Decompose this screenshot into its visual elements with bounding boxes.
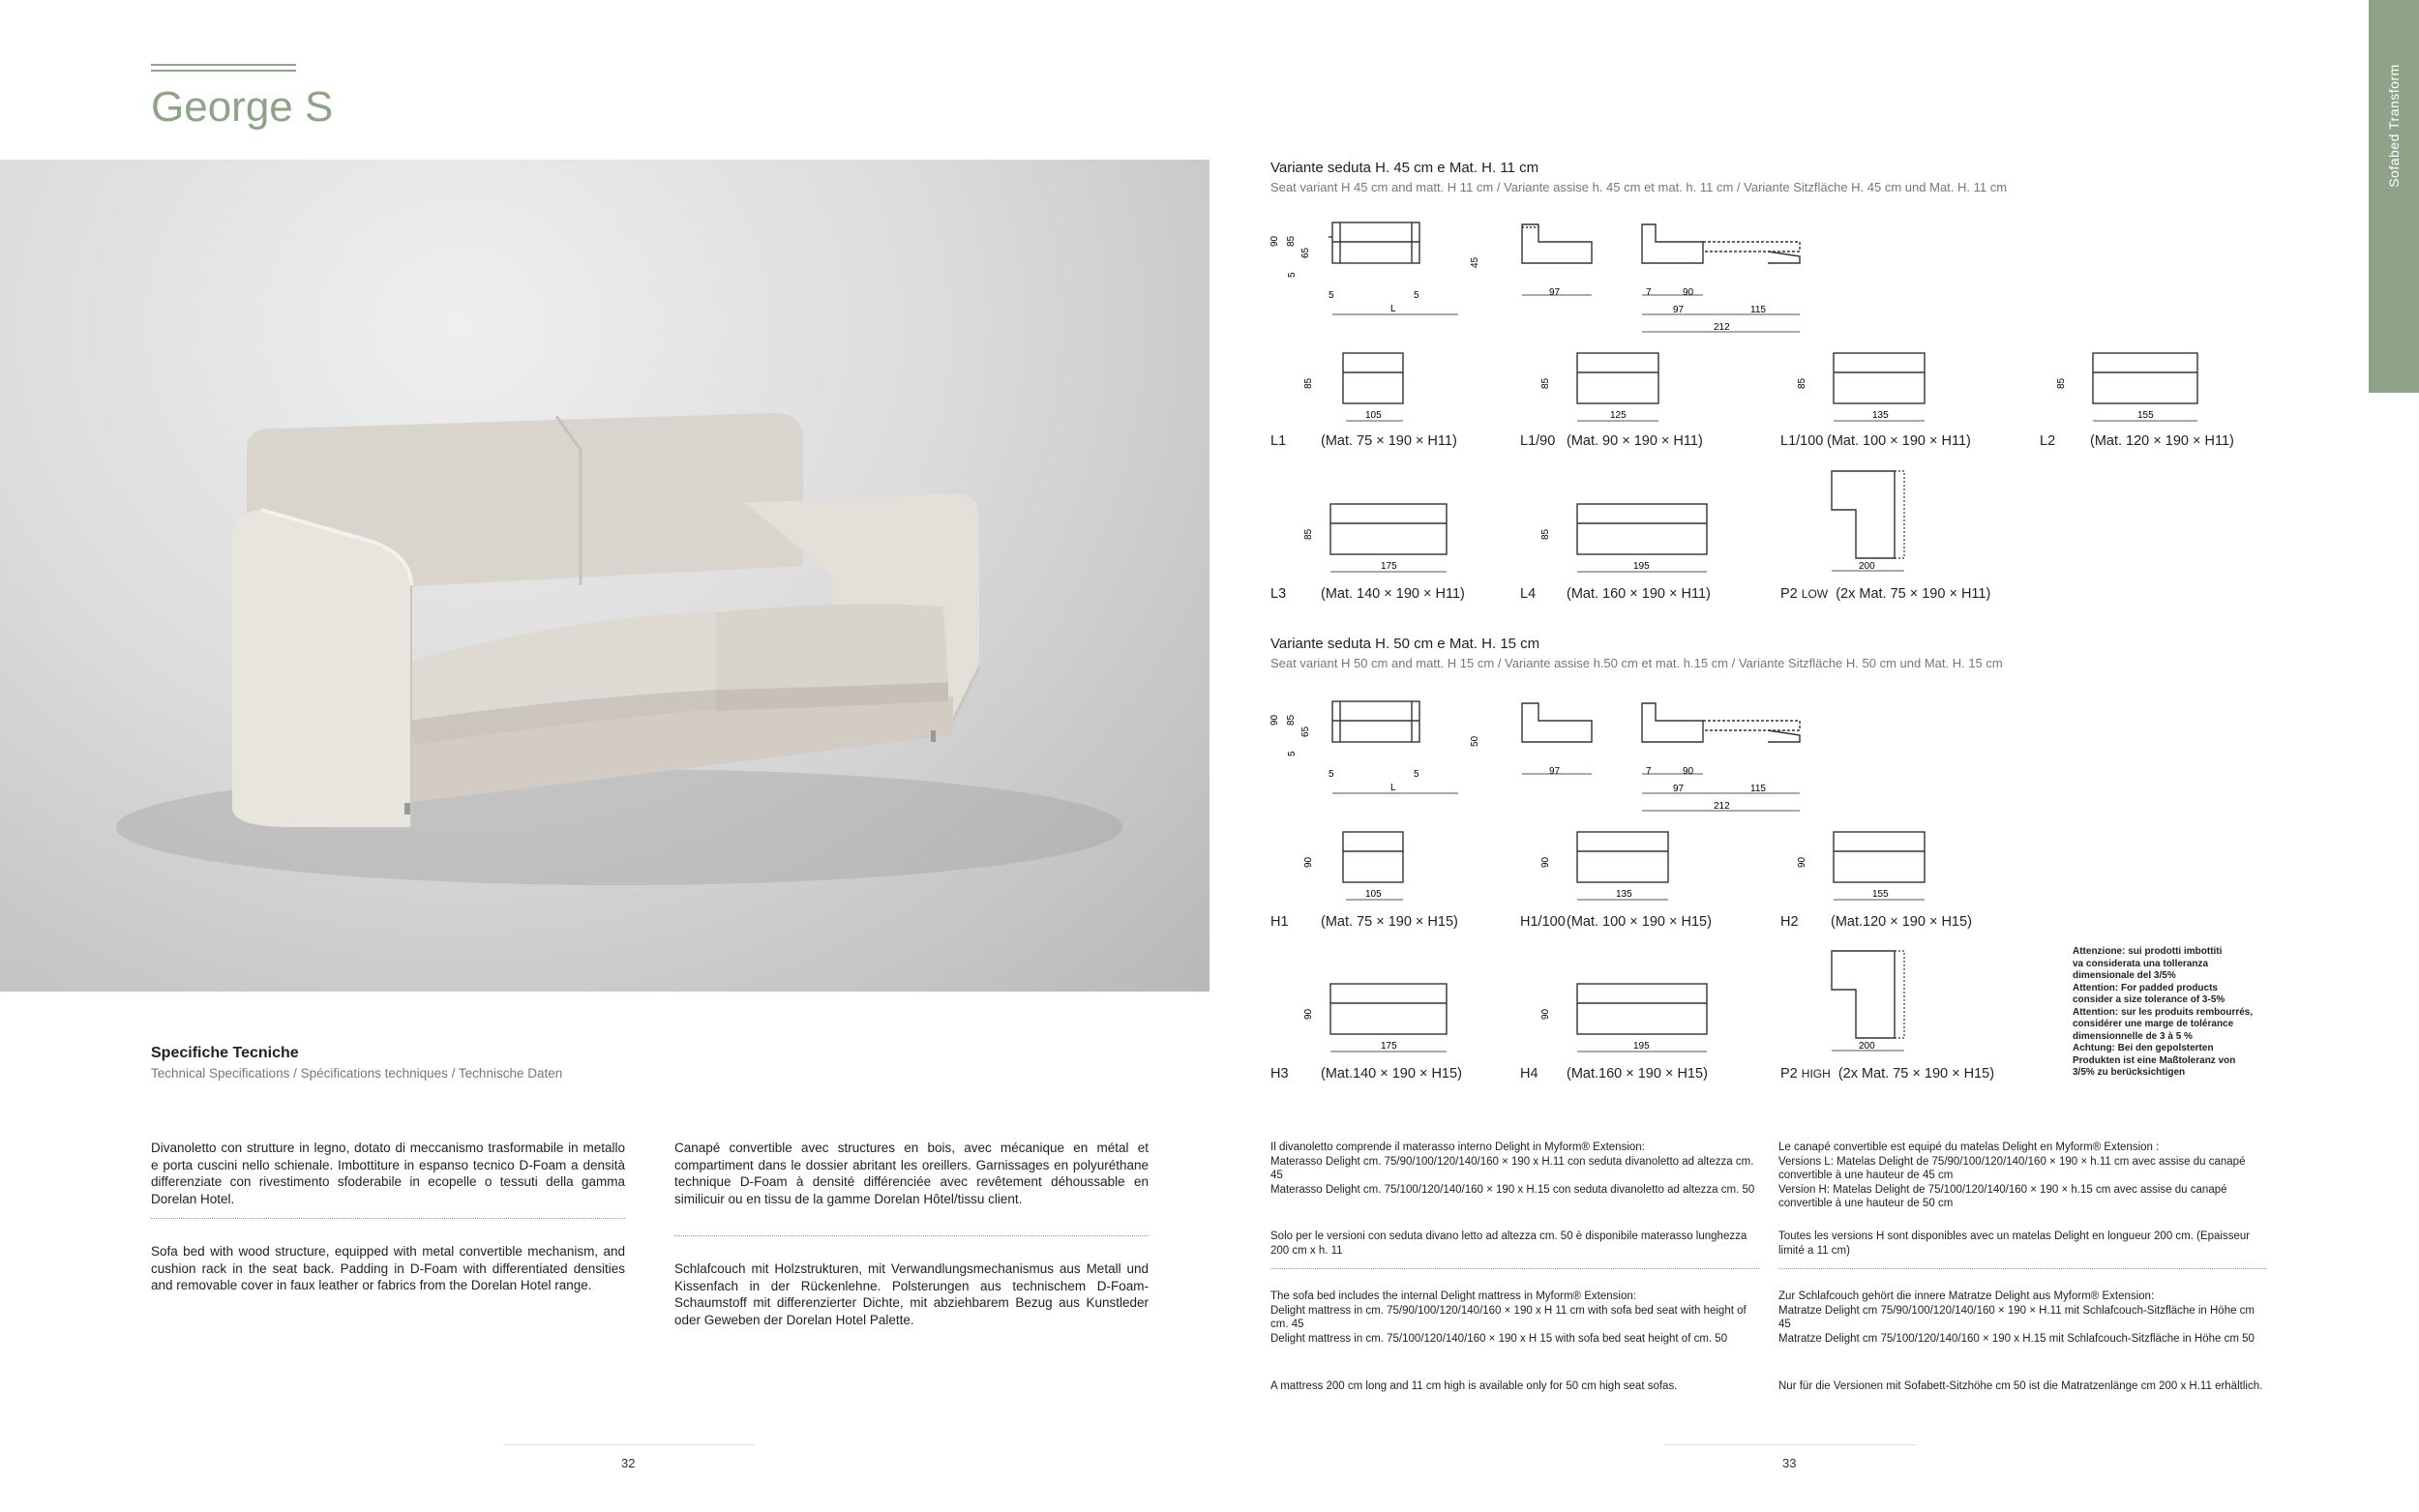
svg-text:195: 195	[1633, 561, 1650, 572]
model-label-p2-high: P2 HIGH (2x Mat. 75 × 190 × H15)	[1780, 1066, 1995, 1082]
dim-e115: 115	[1750, 305, 1766, 315]
svg-text:97: 97	[1549, 766, 1561, 777]
model-label-h2: H2 (Mat.120 × 190 × H15)	[1780, 914, 1972, 930]
variant45-models-row1	[1270, 348, 2315, 455]
dim-h90: 90	[1269, 235, 1280, 247]
dim-seat-height: 45	[1470, 256, 1480, 268]
model-drawing-h4	[1537, 979, 1749, 1061]
dim-w5b: 5	[1414, 290, 1419, 301]
model-drawing-h2	[1793, 827, 1967, 909]
divider	[151, 1218, 625, 1219]
svg-text:105: 105	[1365, 889, 1382, 900]
variant45-subtitle: Seat variant H 45 cm and matt. H 11 cm / Variante assise h. 45 cm et mat. h. 11 cm / Variante Sitzfläche H. 45 cm und Mat. H. 11 cm	[1270, 180, 2008, 194]
mattress-de-2: Nur für die Versionen mit Sofabett-Sitzhöhe cm 50 ist die Matratzenlänge cm 200 x H.11 erhältlich.	[1778, 1380, 2263, 1392]
svg-text:175: 175	[1381, 1041, 1397, 1052]
svg-text:212: 212	[1714, 801, 1730, 812]
svg-text:90: 90	[1797, 856, 1807, 868]
footer-line	[1664, 1444, 1916, 1445]
model-drawing-l3	[1290, 499, 1483, 581]
svg-text:85: 85	[1303, 377, 1314, 389]
model-label-p2-low: P2 LOW (2x Mat. 75 × 190 × H11)	[1780, 586, 1991, 602]
divider	[1270, 1268, 1759, 1269]
mattress-en-1: The sofa bed includes the internal Delight mattress in Myform® Extension: Delight mattress in cm. 75/90/100/120/140/160 × 190 x H 11 cm with sofa bed seat with height of cm. 45 Delight mattress in cm. 75/100/120/140/160 × 190 x H 15 with sofa bed seat height of cm. 50	[1270, 1290, 1747, 1345]
dim-e97: 97	[1673, 305, 1685, 315]
variant50-subtitle: Seat variant H 50 cm and matt. H 15 cm / Variante assise h.50 cm et mat. h.15 cm / Variante Sitzfläche H. 50 cm und Mat. H. 15 cm	[1270, 656, 2003, 670]
description-en: Sofa bed with wood structure, equipped with metal convertible mechanism, and cushion rack in the seat back. Padding in D-Foam with differentiated densities and removable cover in faux leather or fabrics from the Dorelan Hotel range.	[151, 1244, 625, 1292]
svg-text:5: 5	[1287, 751, 1298, 756]
description-it: Divanoletto con strutture in legno, dotato di meccanismo trasformabile in metallo e porta cuscini nello schienale. Imbottiture in espanso tecnico D-Foam a densità differenziate con rivestimento sfoderabile in ecopelle o tessuti della gamma Dorelan Hotel.	[151, 1141, 625, 1206]
svg-text:85: 85	[1286, 714, 1297, 726]
title-rule-bottom	[151, 70, 296, 72]
dim-h5: 5	[1287, 272, 1298, 278]
model-label-l1: L1 (Mat. 75 × 190 × H11)	[1270, 433, 1457, 449]
product-title: George S	[151, 83, 334, 131]
model-drawing-l1	[1290, 348, 1425, 430]
sofa-illustration	[0, 160, 1210, 992]
dim-w5a: 5	[1329, 290, 1334, 301]
svg-text:85: 85	[1797, 377, 1807, 389]
model-label-l1-90: L1/90 (Mat. 90 × 190 × H11)	[1520, 433, 1703, 449]
variant45-title: Variante seduta H. 45 cm e Mat. H. 11 cm	[1270, 160, 1539, 176]
model-drawing-l1-100	[1793, 348, 1957, 430]
title-rule-top	[151, 64, 296, 66]
variant45-models-row2	[1270, 466, 2315, 611]
dim-d7: 7	[1646, 287, 1652, 298]
svg-text:125: 125	[1610, 410, 1627, 421]
dim-h85: 85	[1286, 235, 1297, 247]
svg-text:90: 90	[1540, 856, 1551, 868]
specs-subheading: Technical Specifications / Spécifications techniques / Technische Daten	[151, 1066, 563, 1081]
divider	[1778, 1268, 2267, 1269]
svg-text:90: 90	[1269, 714, 1280, 726]
model-label-l1-100: L1/100 (Mat. 100 × 190 × H11)	[1780, 433, 1971, 449]
mattress-fr-2: Toutes les versions H sont disponibles avec un matelas Delight en longueur 200 cm. (Epaisseur limité a 11 cm)	[1778, 1230, 2251, 1257]
svg-text:200: 200	[1859, 1041, 1875, 1052]
mattress-de-1: Zur Schlafcouch gehört die innere Matratze Delight aus Myform® Extension: Matratze Delight cm 75/90/100/120/140/160 × 190 × H.11 mit Schlafcouch-Sitzfläche in Höhe cm 45 Matratze Delight cm 75/100/120/140/160 × 190 x H.15 mit Schlafcouch-Sitzfläche in Höhe cm 50	[1778, 1290, 2255, 1345]
svg-text:50: 50	[1470, 735, 1480, 747]
dim-d90: 90	[1683, 287, 1694, 298]
description-de: Schlafcouch mit Holzstrukturen, mit Verwandlungsmechanismus aus Metall und Kissenfach in der Rückenlehne. Polsterungen aus technischem D-Foam-Schaumstoff mit differenzierter Dichte, mit abziehbarem Bezug aus Kunstleder oder Geweben der Dorelan Hotel Palette.	[674, 1261, 1149, 1327]
tolerance-note: Attenzione: sui prodotti imbottiti va considerata una tolleranza dimensionale del 3/5% Attention: For padded products consider a size tolerance of 3-5% Attention: sur les produits rembourrés, considérer une marge de tolérance dimensionnelle de 3 à 5 % Achtung: Bei den gepolsterten Produkten ist eine Maßtoleranz von 3/5% zu berücksichtigen	[2073, 946, 2254, 1078]
model-drawing-h1-100	[1537, 827, 1701, 909]
variant50-models-row1	[1270, 827, 2315, 934]
dim-L: L	[1390, 304, 1396, 314]
svg-text:90: 90	[1540, 1008, 1551, 1020]
mattress-it-2: Solo per le versioni con seduta divano letto ad altezza cm. 50 è disponibile materasso lunghezza 200 cm x h. 11	[1270, 1230, 1747, 1257]
dim-h65: 65	[1300, 247, 1311, 258]
model-label-l3: L3 (Mat. 140 × 190 × H11)	[1270, 586, 1465, 602]
footer-line	[503, 1444, 755, 1445]
svg-text:85: 85	[1303, 528, 1314, 540]
mattress-fr-1: Le canapé convertible est equipé du matelas Delight en Myform® Extension : Versions L: Matelas Delight de 75/90/100/120/140/160 × 190 × h.11 cm avec assise du canapé convertible à une hauteur de 45 cm Version H: Matelas Delight de 75/100/120/140/160 × 190 × h.15 cm avec assise du canapé convertible à une hauteur de 50 cm	[1778, 1141, 2246, 1209]
mattress-en-2: A mattress 200 cm long and 11 cm high is available only for 50 cm high seat sofas.	[1270, 1380, 1678, 1392]
specs-heading: Specifiche Tecniche	[151, 1045, 299, 1061]
svg-text:L: L	[1390, 783, 1396, 793]
product-photo	[0, 160, 1210, 992]
divider	[674, 1235, 1149, 1236]
model-label-h3: H3 (Mat.140 × 190 × H15)	[1270, 1066, 1462, 1082]
svg-text:200: 200	[1859, 561, 1875, 572]
svg-text:97: 97	[1673, 784, 1685, 794]
model-drawing-l1-90	[1537, 348, 1691, 430]
model-label-h4: H4 (Mat.160 × 190 × H15)	[1520, 1066, 1708, 1082]
svg-text:85: 85	[2056, 377, 2067, 389]
mattress-it-1: Il divanoletto comprende il materasso interno Delight in Myform® Extension: Materasso Delight cm. 75/90/100/120/140/160 × 190 x H.11 con seduta divanoletto ad altezza cm. 45 Materasso Delight cm. 75/100/120/140/160 × 190 x H.15 con seduta divanoletto ad altezza cm. 50	[1270, 1141, 1755, 1196]
svg-text:175: 175	[1381, 561, 1397, 572]
model-drawing-h1	[1290, 827, 1425, 909]
dim-e212: 212	[1714, 322, 1730, 333]
model-drawing-p2-high	[1803, 946, 1948, 1052]
page-number-right: 33	[1782, 1456, 1797, 1470]
svg-text:7: 7	[1646, 766, 1652, 777]
svg-text:155: 155	[2137, 410, 2154, 421]
svg-text:90: 90	[1683, 766, 1694, 777]
description-fr: Canapé convertible avec structures en bois, avec mécanique en métal et compartiment dans le dossier abritant les oreillers. Garnissages en polyuréthane technique D-Foam à densité différenciée avec revêtement déhoussable en similicuir ou en tissu de la gamme Dorelan Hôtel/tissu client.	[674, 1141, 1149, 1206]
model-drawing-l2	[2052, 348, 2226, 430]
model-label-l4: L4 (Mat. 160 × 190 × H11)	[1520, 586, 1711, 602]
svg-text:105: 105	[1365, 410, 1382, 421]
svg-text:135: 135	[1616, 889, 1632, 900]
svg-text:90: 90	[1303, 856, 1314, 868]
model-label-h1: H1 (Mat. 75 × 190 × H15)	[1270, 914, 1458, 930]
variant45-dimension-drawings	[1263, 198, 1805, 343]
svg-text:5: 5	[1414, 769, 1419, 780]
svg-text:135: 135	[1872, 410, 1889, 421]
dim-depth: 97	[1549, 287, 1561, 298]
side-tab	[2369, 0, 2419, 393]
variant50-title: Variante seduta H. 50 cm e Mat. H. 15 cm	[1270, 636, 1540, 652]
svg-text:65: 65	[1300, 726, 1311, 737]
svg-text:195: 195	[1633, 1041, 1650, 1052]
model-label-h1-100: H1/100(Mat. 100 × 190 × H15)	[1520, 914, 1712, 930]
side-tab-label: Sofabed Transform	[2386, 64, 2402, 188]
model-drawing-l4	[1537, 499, 1749, 581]
page-number-left: 32	[621, 1456, 636, 1470]
svg-text:155: 155	[1872, 889, 1889, 900]
variant50-dimension-drawings	[1263, 677, 1805, 822]
svg-text:90: 90	[1303, 1008, 1314, 1020]
model-label-l2: L2 (Mat. 120 × 190 × H11)	[2040, 433, 2234, 449]
model-drawing-p2-low	[1803, 466, 1948, 573]
model-drawing-h3	[1290, 979, 1483, 1061]
svg-text:85: 85	[1540, 528, 1551, 540]
svg-text:115: 115	[1750, 784, 1766, 794]
svg-text:85: 85	[1540, 377, 1551, 389]
svg-text:5: 5	[1329, 769, 1334, 780]
